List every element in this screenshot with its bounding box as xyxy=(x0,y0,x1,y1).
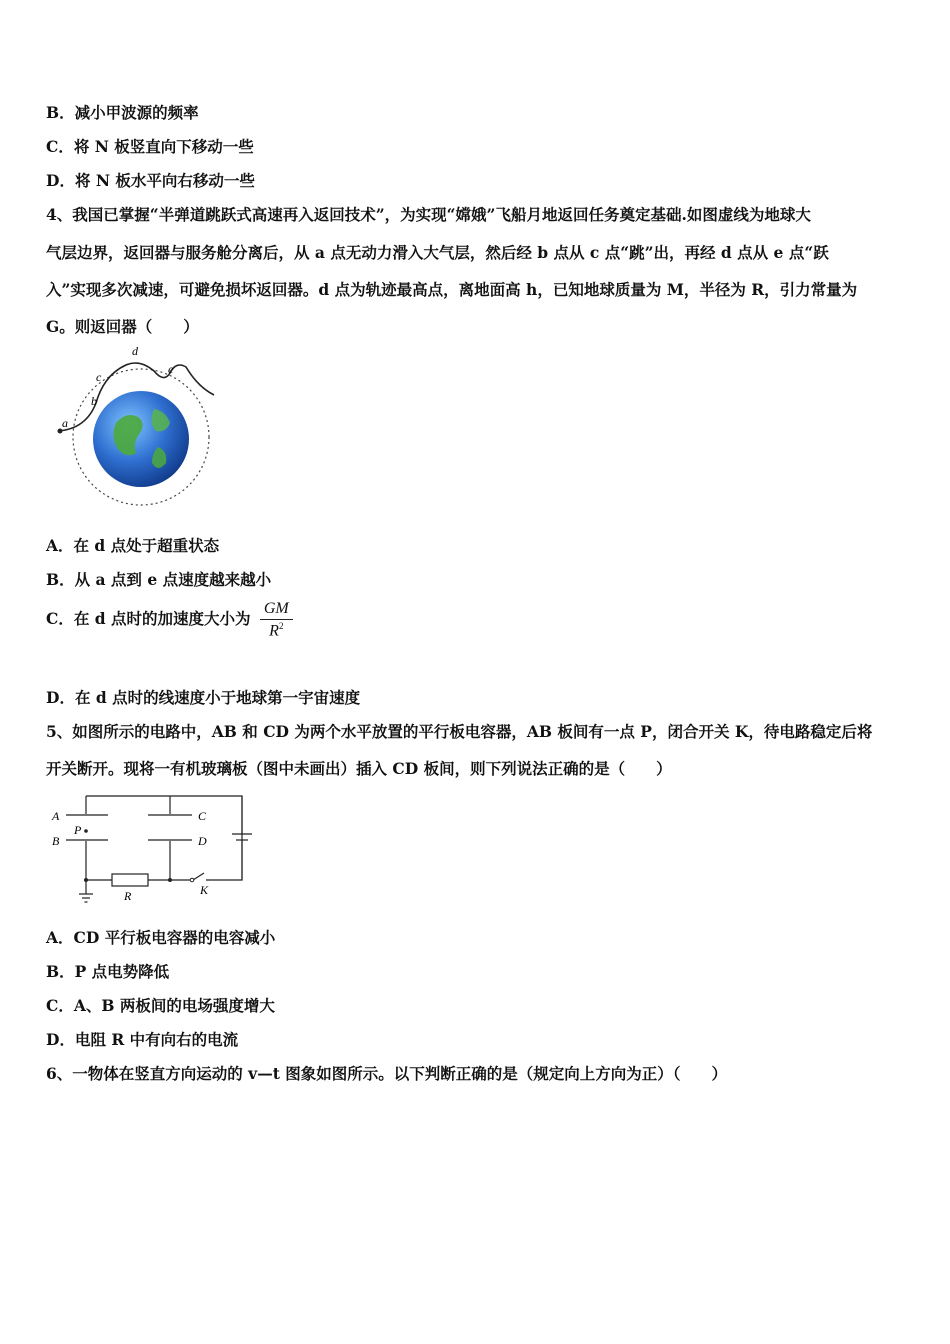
acceleration-fraction xyxy=(260,600,293,640)
q4-option-c-text: C．在 d 点时的加速度大小为 xyxy=(46,609,251,629)
label-c: c xyxy=(96,370,102,384)
earth-globe xyxy=(93,391,189,487)
label-resistor-r: R xyxy=(124,889,132,903)
q4-option-c xyxy=(46,600,293,640)
label-plate-a: A xyxy=(52,809,60,823)
q3-option-c: C．将 N 板竖直向下移动一些 xyxy=(46,137,254,156)
q4-stem-line-2: 气层边界，返回器与服务舱分离后，从 a 点无动力滑入大气层，然后经 b 点从 c 点“跳”出，再经 d 点从 e 点“跃 xyxy=(46,243,829,262)
label-plate-c: C xyxy=(198,809,207,823)
q5-option-c: C．A、B 两板间的电场强度增大 xyxy=(46,996,275,1015)
label-a: a xyxy=(62,416,68,430)
fraction-numerator: GM xyxy=(260,600,293,620)
q3-option-b: B．减小甲波源的频率 xyxy=(46,103,199,122)
label-plate-d: D xyxy=(198,834,207,848)
label-plate-b: B xyxy=(52,834,60,848)
q4-stem-line-4: G。则返回器（ ） xyxy=(46,317,199,336)
q4-option-d: D．在 d 点时的线速度小于地球第一宇宙速度 xyxy=(46,688,361,707)
q4-stem-line-1: 4、我国已掌握“半弹道跳跃式高速再入返回技术”，为实现“嫦娥”飞船月地返回任务奠定基础.如图虚线为地球大 xyxy=(46,205,811,224)
label-d: d xyxy=(132,344,138,358)
fraction-denominator: $R^2$ xyxy=(269,621,284,640)
earth-reentry-figure xyxy=(46,343,226,513)
q4-stem-line-3: 入”实现多次减速，可避免损坏返回器。d 点为轨迹最高点，离地面高 h，已知地球质量为 M，半径为 R，引力常量为 xyxy=(46,280,858,299)
label-e: e xyxy=(168,362,174,376)
q5-stem-line-2: 开关断开。现将一有机玻璃板（图中未画出）插入 CD 板间，则下列说法正确的是（ ） xyxy=(46,759,672,778)
q5-option-d: D．电阻 R 中有向右的电流 xyxy=(46,1030,239,1049)
q3-option-d: D．将 N 板水平向右移动一些 xyxy=(46,171,255,190)
q5-stem-line-1: 5、如图所示的电路中，AB 和 CD 为两个水平放置的平行板电容器，AB 板间有一点 P，闭合开关 K，待电路稳定后将 xyxy=(46,722,873,741)
q6-stem-line-1: 6、一物体在竖直方向运动的 v—t 图象如图所示。以下判断正确的是（规定向上方向为正）（ ） xyxy=(46,1064,727,1083)
q5-option-a: A．CD 平行板电容器的电容减小 xyxy=(46,928,276,947)
label-b: b xyxy=(91,394,97,408)
label-switch-k: K xyxy=(200,883,209,897)
q4-option-b: B．从 a 点到 e 点速度越来越小 xyxy=(46,570,272,589)
q4-option-a: A．在 d 点处于超重状态 xyxy=(46,536,220,555)
q5-option-b: B．P 点电势降低 xyxy=(46,962,170,981)
capacitor-circuit-figure xyxy=(46,790,256,910)
label-point-p: P xyxy=(74,823,82,837)
